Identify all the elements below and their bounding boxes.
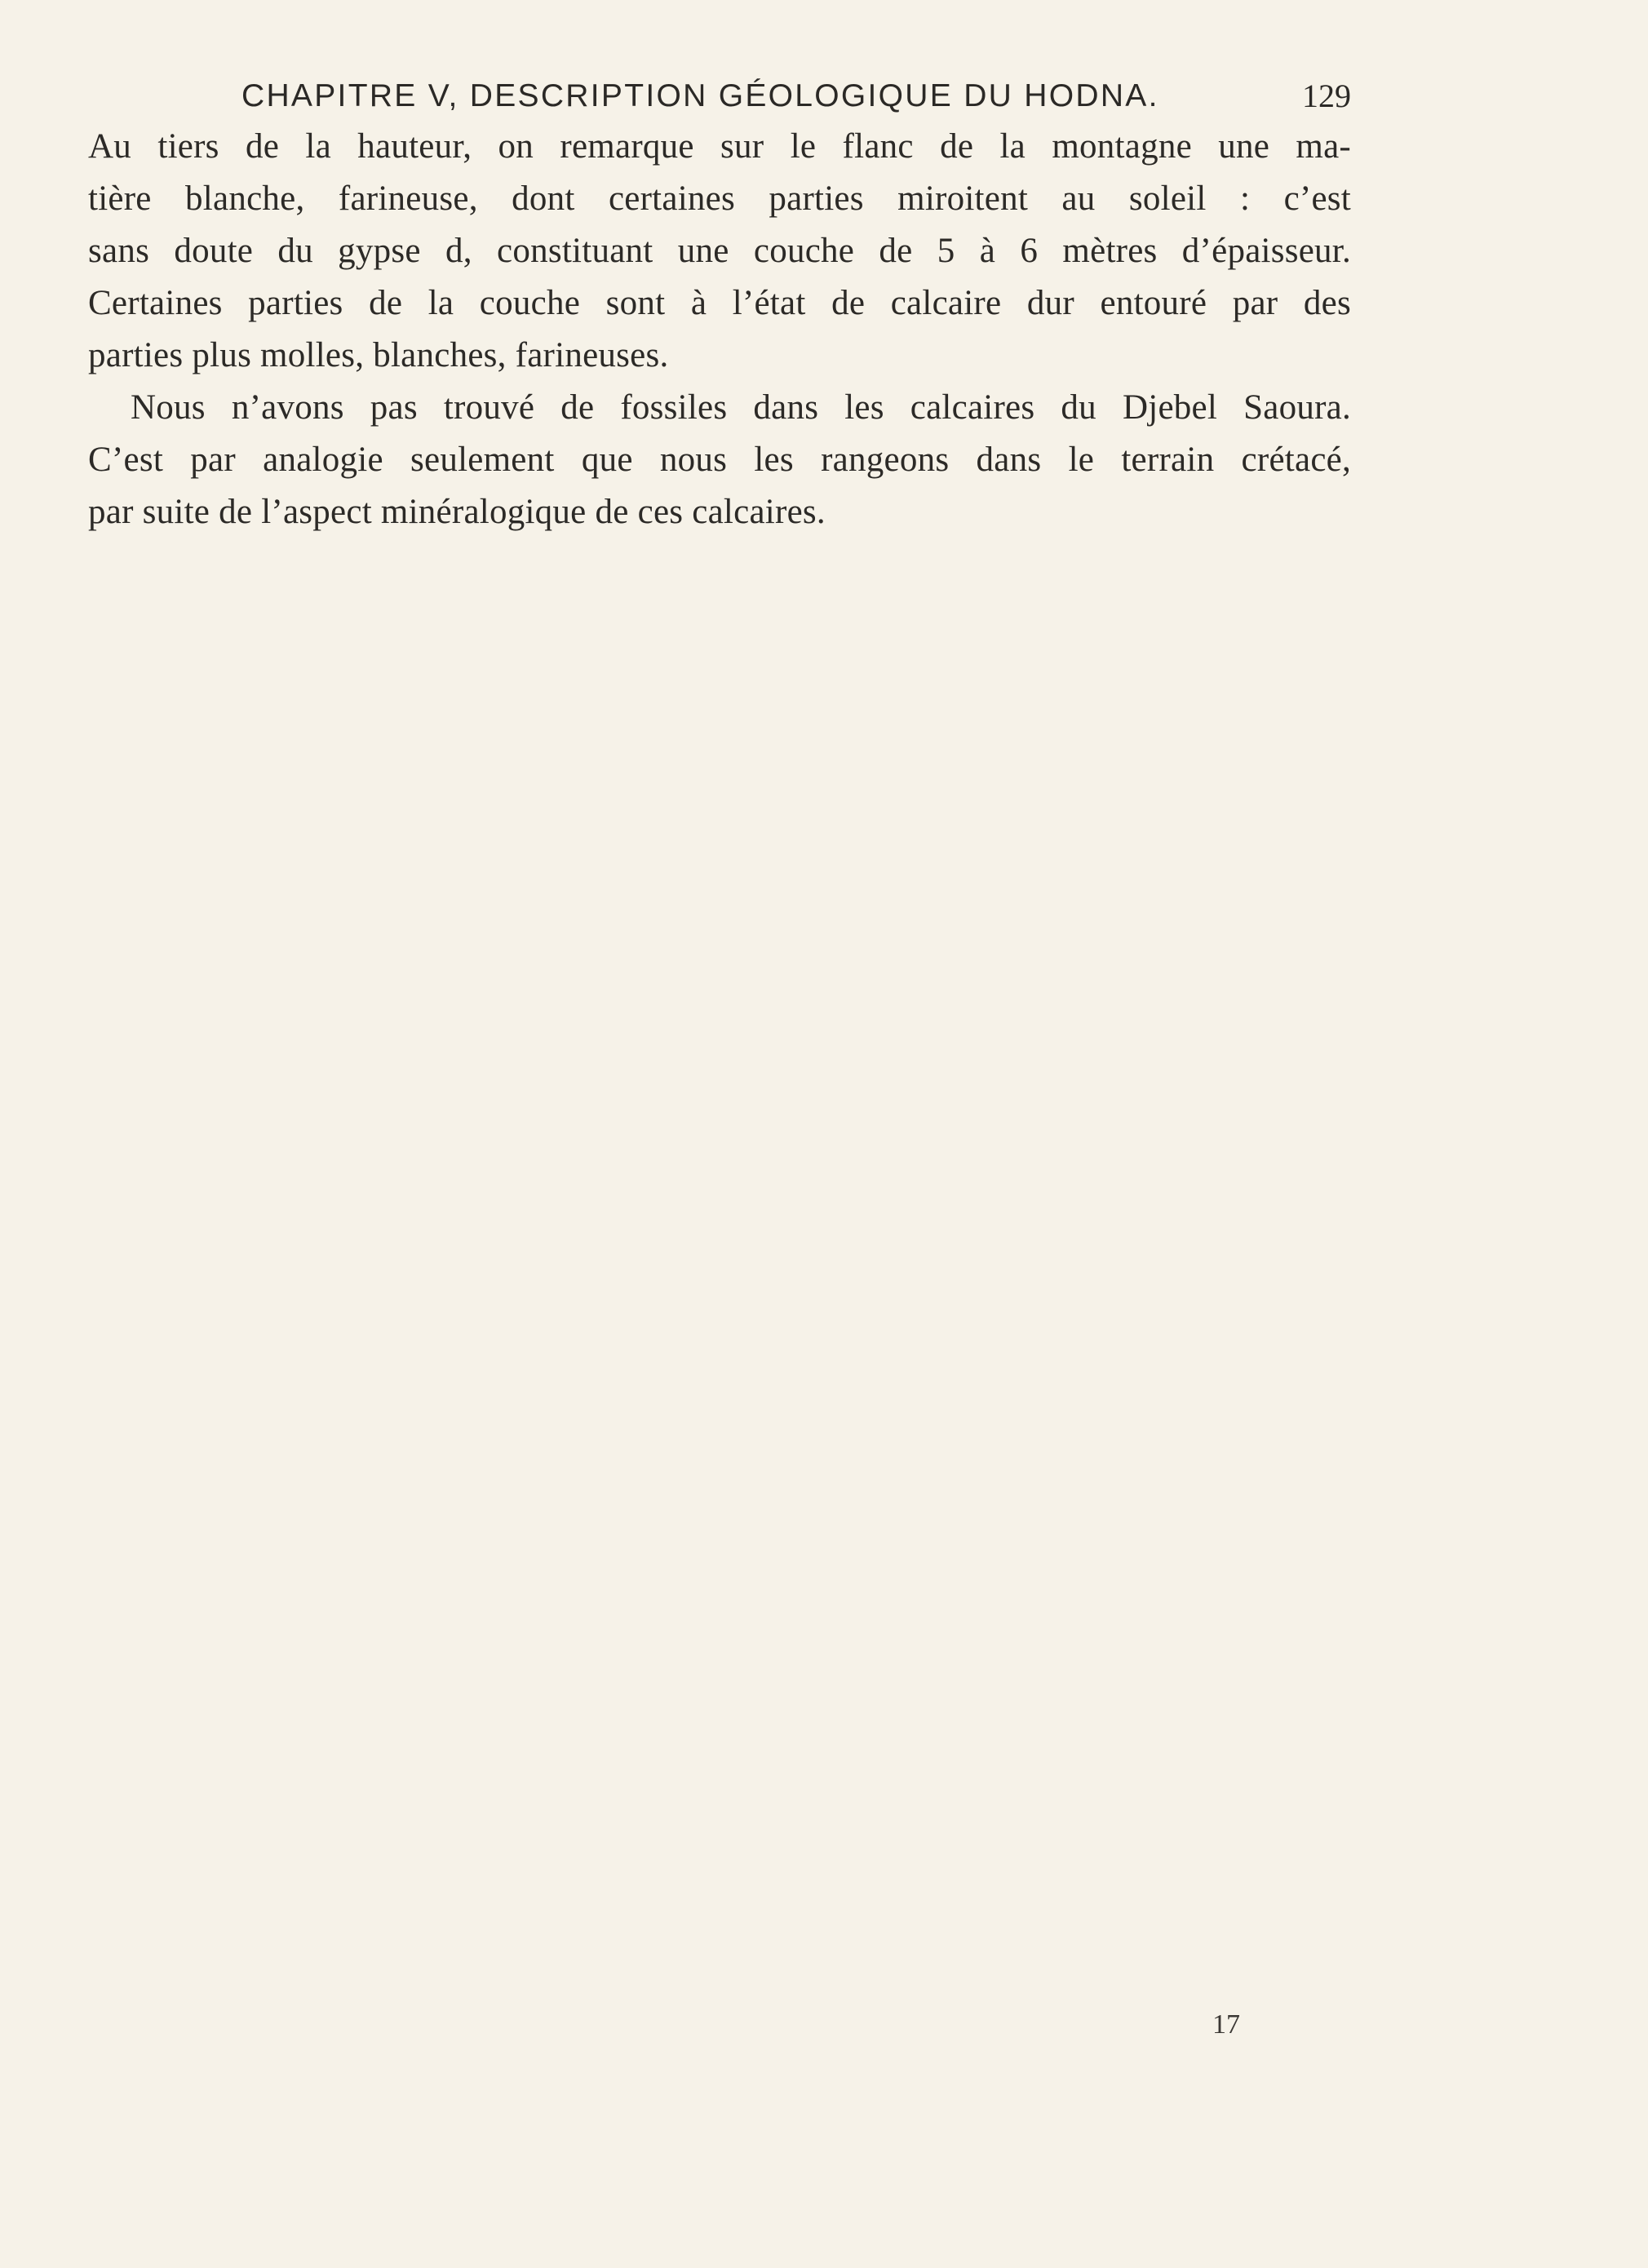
text-line: Nous n’avons pas trouvé de fossiles dans les calcaires du Djebel Saoura. bbox=[131, 388, 1351, 427]
text-line: C’est par analogie seulement que nous les rangeons dans le terrain crétacé, bbox=[88, 441, 1351, 479]
paragraph-fossiles bbox=[88, 382, 1351, 538]
body-text bbox=[88, 121, 1351, 538]
running-head bbox=[88, 72, 1351, 121]
page-number: 129 bbox=[1302, 78, 1351, 114]
running-title: CHAPITRE V, DESCRIPTION GÉOLOGIQUE DU HODNA. bbox=[241, 78, 1159, 113]
text-line: tière blanche, farineuse, dont certaines parties miroitent au soleil : c’est bbox=[88, 179, 1351, 218]
text-line: par suite de l’aspect minéralogique de ces calcaires. bbox=[88, 493, 826, 531]
signature-mark: 17 bbox=[1212, 2009, 1240, 2040]
text-line: Certaines parties de la couche sont à l’état de calcaire dur entouré par des bbox=[88, 284, 1351, 322]
text-line: sans doute du gypse d, constituant une couche de 5 à 6 mètres d’épaisseur. bbox=[88, 232, 1351, 270]
text-line: parties plus molles, blanches, farineuses. bbox=[88, 336, 669, 374]
text-line: Au tiers de la hauteur, on remarque sur le flanc de la montagne une ma- bbox=[88, 127, 1351, 166]
paragraph-gypse bbox=[88, 121, 1351, 382]
